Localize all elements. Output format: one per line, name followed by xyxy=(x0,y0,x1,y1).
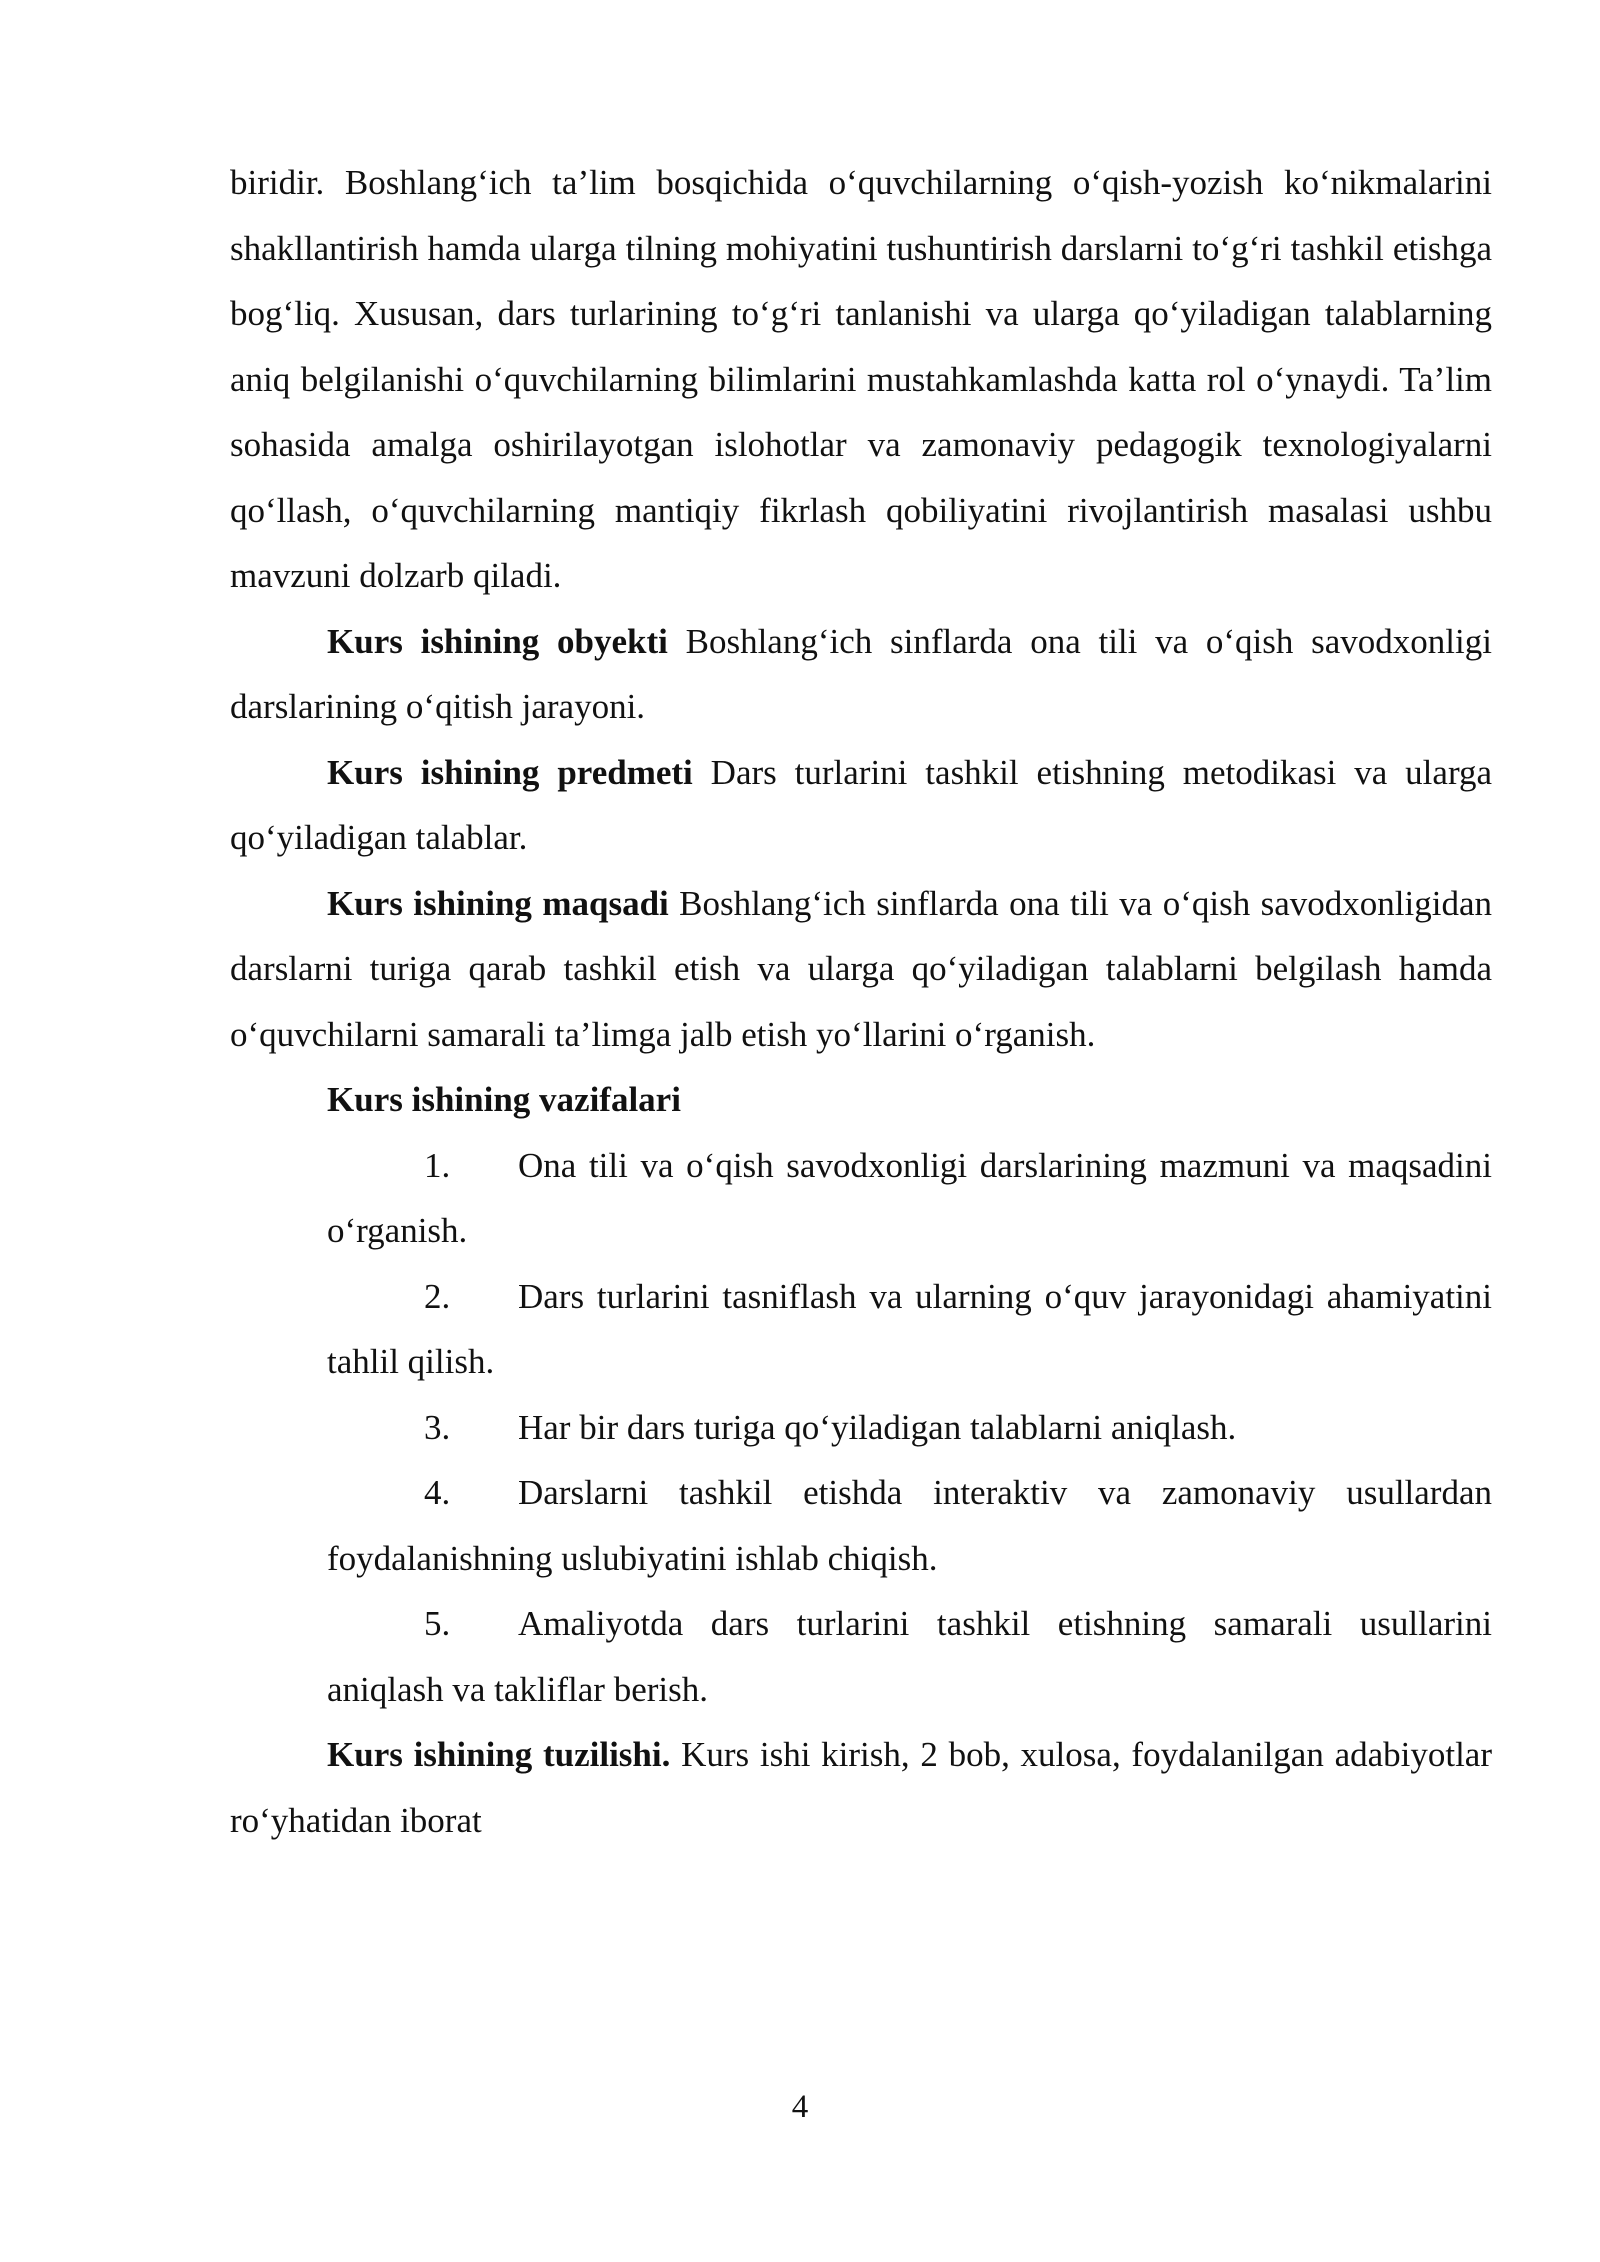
intro-paragraph: biridir. Boshlang‘ich ta’lim bosqichida o‘quvchilarning o‘qish-yozish ko‘nikmalarini shakllantirish hamda ularga tilning mohiyatini tushuntirish darslarni to‘g‘ri tashkil etishga bog‘liq. Xususan, dars turlarining to‘g‘ri tanlanishi va ularga qo‘yiladigan talablarning aniq belgilanishi o‘quvchilarning bilimlarini mustahkamlashda katta rol o‘ynaydi. Ta’lim sohasida amalga oshirilayotgan islohotlar va zamonaviy pedagogik texnologiyalarni qo‘llash, o‘quvchilarning mantiqiy fikrlash qobiliyatini rivojlantirish masalasi ushbu mavzuni dolzarb qiladi. xyxy=(230,163,1492,595)
tasks-list xyxy=(230,1133,1492,1723)
list-item-text: Darslarni tashkil etishda interaktiv va zamonaviy usullardan foydalanishning uslubiyatini ishlab chiqish. xyxy=(327,1473,1492,1578)
page-number: 4 xyxy=(791,2089,809,2125)
list-item xyxy=(327,1133,1492,1264)
list-item-number: 2. xyxy=(424,1276,451,1316)
structure-paragraph xyxy=(230,1722,1492,1853)
subject-text: Dars turlarini tashkil etishning metodikasi va ularga qo‘yiladigan talablar. xyxy=(230,752,1492,857)
list-item-number: 1. xyxy=(424,1145,451,1185)
list-item-text: Har bir dars turiga qo‘yiladigan talablarni aniqlash. xyxy=(518,1407,1237,1447)
list-item-text: Ona tili va o‘qish savodxonligi darslarining mazmuni va maqsadini o‘rganish. xyxy=(327,1145,1492,1250)
list-item xyxy=(327,1264,1492,1395)
list-item-number: 3. xyxy=(424,1407,451,1447)
object-paragraph xyxy=(230,609,1492,740)
list-item-text: Dars turlarini tasniflash va ularning o‘quv jarayonidagi ahamiyatini tahlil qilish. xyxy=(327,1276,1492,1381)
goal-paragraph xyxy=(230,871,1492,1068)
object-heading: Kurs ishining obyekti xyxy=(327,621,668,661)
document-page xyxy=(230,150,1492,1853)
tasks-heading: Kurs ishining vazifalari xyxy=(327,1080,681,1119)
list-item-number: 5. xyxy=(424,1604,451,1643)
subject-paragraph xyxy=(230,740,1492,871)
structure-heading: Kurs ishining tuzilishi. xyxy=(327,1735,671,1774)
list-item xyxy=(327,1591,1492,1722)
structure-text: Kurs ishi kirish, 2 bob, xulosa, foydalanilgan adabiyotlar ro‘yhatidan iborat xyxy=(230,1735,1492,1840)
list-item-number: 4. xyxy=(424,1473,451,1512)
subject-heading: Kurs ishining predmeti xyxy=(327,752,693,792)
goal-text: Boshlang‘ich sinflarda ona tili va o‘qish savodxonligidan darslarni turiga qarab tashkil etish va ularga qo‘yiladigan talablarni belgilash hamda o‘quvchilarni samarali ta’limga jalb etish yo‘llarini o‘rganish. xyxy=(230,883,1493,1054)
list-item xyxy=(327,1460,1492,1591)
list-item xyxy=(327,1395,1492,1461)
goal-heading: Kurs ishining maqsadi xyxy=(327,883,669,923)
object-text: Boshlang‘ich sinflarda ona tili va o‘qish savodxonligi darslarining o‘qitish jarayoni. xyxy=(230,621,1492,726)
list-item-text: Amaliyotda dars turlarini tashkil etishning samarali usullarini aniqlash va takliflar berish. xyxy=(327,1604,1492,1709)
